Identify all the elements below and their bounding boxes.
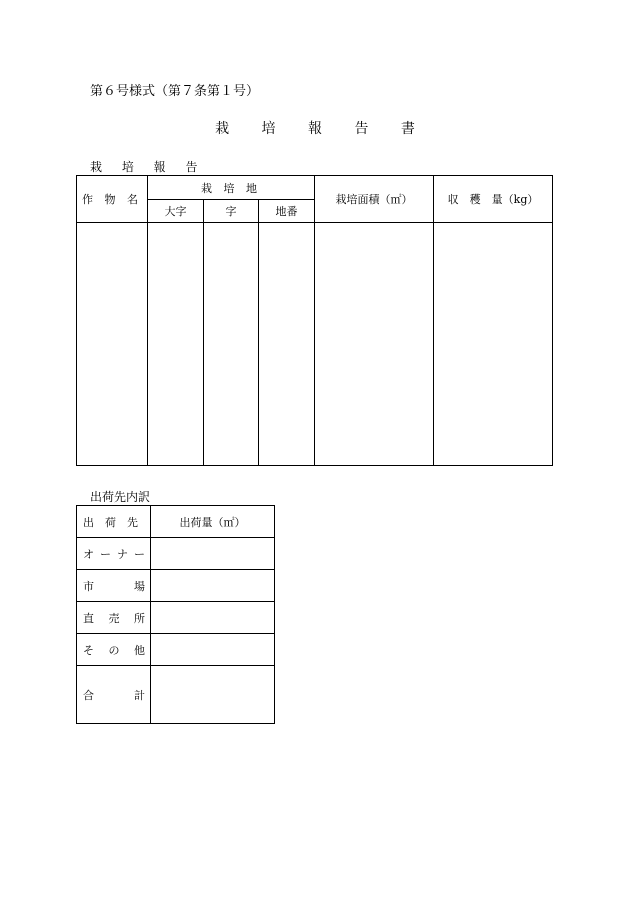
table-row (77, 602, 275, 634)
cultivation-report-table (76, 175, 553, 466)
table-row (77, 634, 275, 666)
harvest-amount-header: 収 穫 量（kg） (434, 176, 553, 223)
document-title: 栽 培 報 告 書 (215, 121, 429, 137)
crop-name-header: 作 物 名 (77, 176, 148, 223)
destination-header: 出 荷 先 (77, 506, 151, 538)
shipment-amount-header: 出荷量（㎡） (151, 506, 275, 538)
crop-name-cell[interactable] (77, 223, 148, 466)
report-section-label: 栽 培 報 告 (90, 160, 206, 174)
table-row (77, 666, 275, 724)
oaza-cell[interactable] (148, 223, 204, 466)
row-owner-label: オ ー ナ ー (77, 538, 151, 570)
report-entry-row (77, 223, 553, 466)
oaza-header: 大字 (148, 200, 204, 223)
row-market-label: 市 場 (77, 570, 151, 602)
total-amount-cell[interactable] (151, 666, 275, 724)
cultivation-site-header: 栽 培 地 (148, 176, 315, 200)
cultivation-area-cell[interactable] (315, 223, 434, 466)
owner-amount-cell[interactable] (151, 538, 275, 570)
aza-cell[interactable] (204, 223, 259, 466)
market-amount-cell[interactable] (151, 570, 275, 602)
row-direct-sales-label: 直 売 所 (77, 602, 151, 634)
shipment-section-label: 出荷先内訳 (90, 490, 151, 504)
shipment-breakdown-table (76, 505, 275, 724)
harvest-amount-cell[interactable] (434, 223, 553, 466)
form-number: 第６号様式（第７条第１号） (90, 84, 260, 99)
table-row (77, 538, 275, 570)
other-amount-cell[interactable] (151, 634, 275, 666)
direct-sales-amount-cell[interactable] (151, 602, 275, 634)
aza-header: 字 (204, 200, 259, 223)
lot-number-cell[interactable] (259, 223, 315, 466)
lot-number-header: 地番 (259, 200, 315, 223)
table-row (77, 570, 275, 602)
row-other-label: そ の 他 (77, 634, 151, 666)
cultivation-area-header: 栽培面積（㎡） (315, 176, 434, 223)
row-total-label: 合 計 (77, 666, 151, 724)
